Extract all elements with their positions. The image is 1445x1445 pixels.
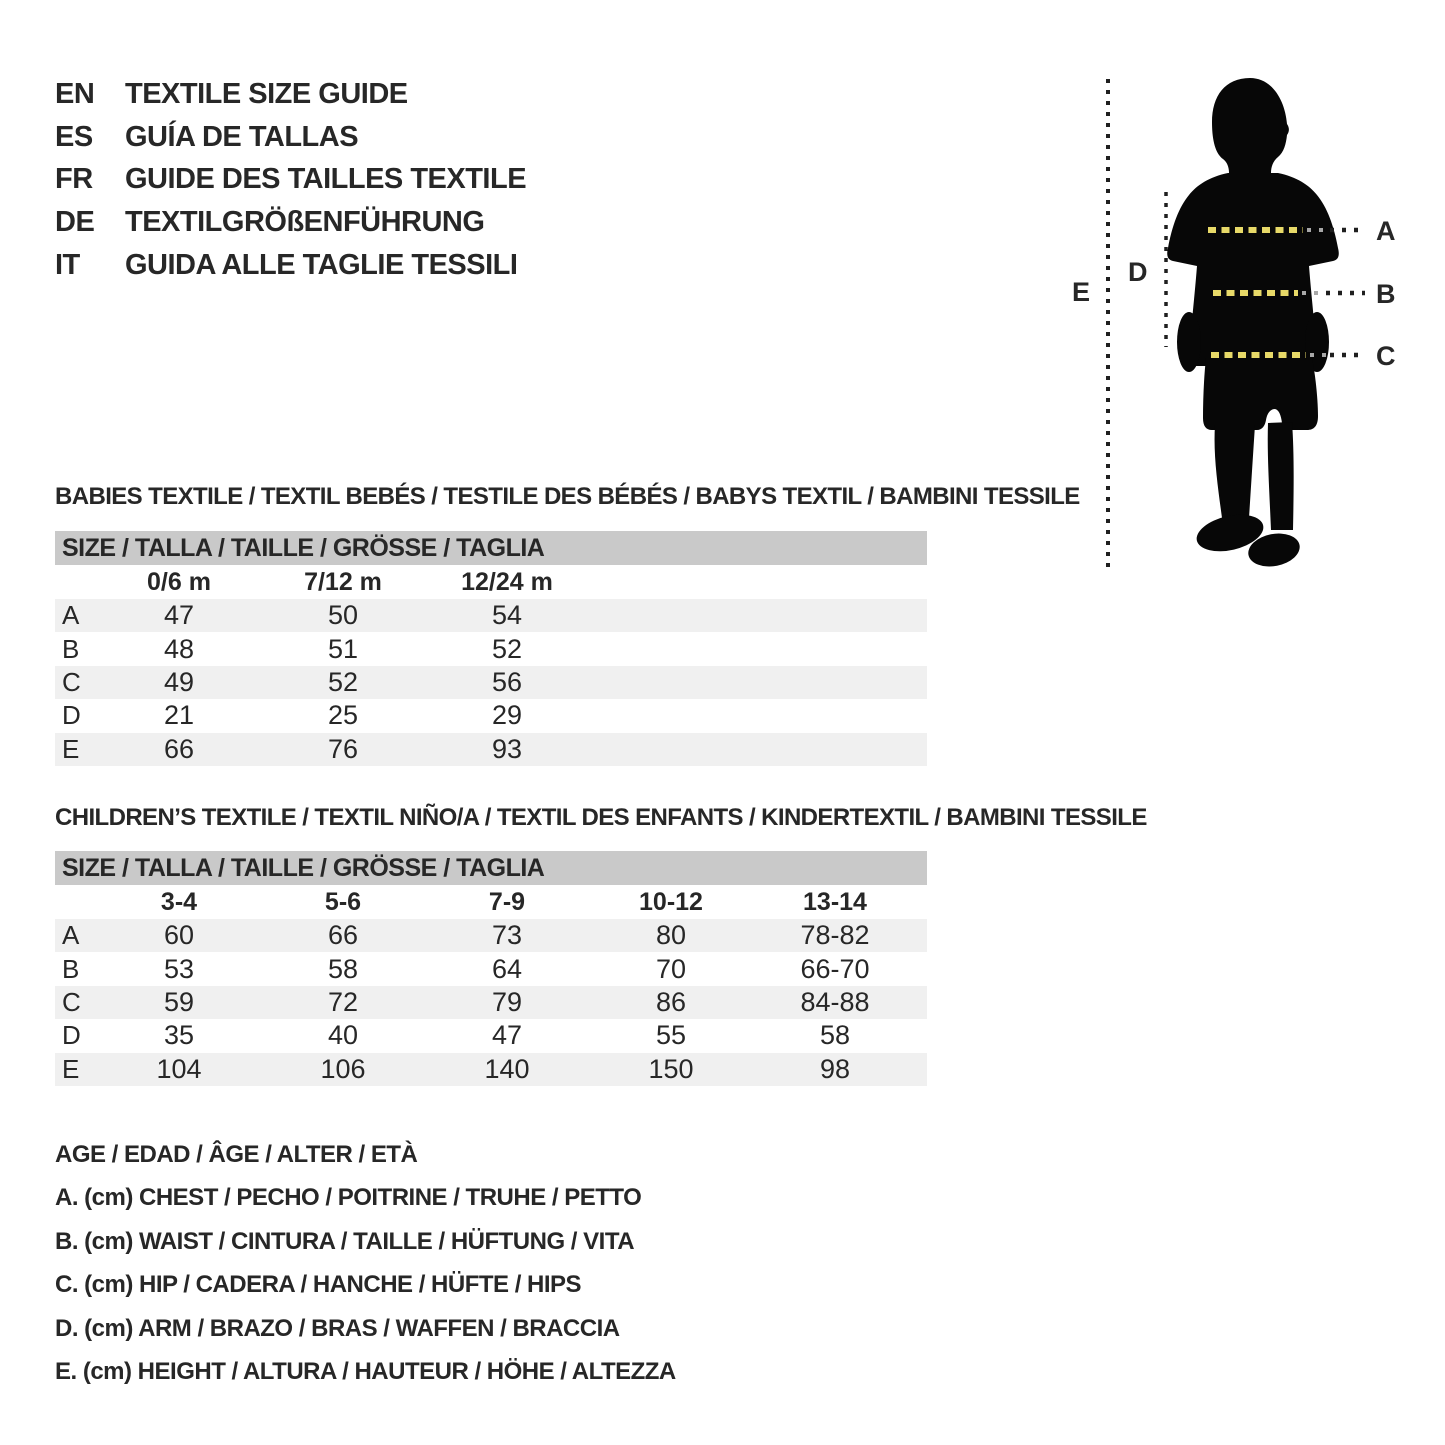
cell: 86 xyxy=(655,986,687,1017)
label-waist-b: B xyxy=(1376,279,1396,309)
cell: 29 xyxy=(491,700,523,731)
legend-height: E. (cm) HEIGHT / ALTURA / HAUTEUR / HÖHE / ALTEZZA xyxy=(55,1358,676,1386)
lang-title: GUIDA ALLE TAGLIE TESSILI xyxy=(125,249,518,282)
row-label: A xyxy=(62,920,80,951)
child-silhouette xyxy=(1167,78,1339,571)
legend-arm: D. (cm) ARM / BRAZO / BRAS / WAFFEN / BRACCIA xyxy=(55,1314,620,1342)
row-label: A xyxy=(62,600,80,631)
row-label: B xyxy=(62,633,80,664)
row-label: D xyxy=(62,700,81,731)
cell: 53 xyxy=(163,953,195,984)
row-label: E xyxy=(62,1053,80,1084)
measurement-figure xyxy=(1060,60,1440,590)
cell: 72 xyxy=(327,986,359,1017)
cell: 35 xyxy=(163,1020,195,1051)
table-row xyxy=(55,1019,927,1052)
silhouette-right-leg xyxy=(1268,422,1294,530)
column-header: 12/24 m xyxy=(461,567,553,596)
row-label: C xyxy=(62,986,81,1017)
silhouette-left-hand xyxy=(1177,312,1201,372)
table-row xyxy=(55,1053,927,1086)
cell: 66-70 xyxy=(800,953,870,984)
babies-size-table xyxy=(55,531,927,766)
cell: 78-82 xyxy=(800,920,870,951)
label-chest-a: A xyxy=(1376,216,1396,246)
cell: 66 xyxy=(163,733,195,764)
cell: 50 xyxy=(327,600,359,631)
cell: 58 xyxy=(327,953,359,984)
table-row xyxy=(55,952,927,985)
cell: 93 xyxy=(491,733,523,764)
cell: 49 xyxy=(163,666,195,697)
lang-line-en xyxy=(55,73,526,116)
cell: 150 xyxy=(648,1053,694,1084)
babies-section-title: BABIES TEXTILE / TEXTIL BEBÉS / TESTILE DES BÉBÉS / BABYS TEXTIL / BAMBINI TESSILE xyxy=(55,483,1080,510)
legend-waist: B. (cm) WAIST / CINTURA / TAILLE / HÜFTUNG / VITA xyxy=(55,1227,635,1255)
cell: 60 xyxy=(163,920,195,951)
row-label: E xyxy=(62,733,80,764)
cell: 140 xyxy=(484,1053,530,1084)
babies-columns-row xyxy=(55,565,927,599)
lang-title: GUIDE DES TAILLES TEXTILE xyxy=(125,163,527,196)
lang-line-es xyxy=(55,116,526,159)
cell: 84-88 xyxy=(800,986,870,1017)
lang-line-it xyxy=(55,244,526,287)
label-hip-c: C xyxy=(1376,341,1396,371)
table-row xyxy=(55,919,927,952)
cell: 52 xyxy=(491,633,523,664)
table-row xyxy=(55,632,927,665)
children-columns-row xyxy=(55,885,927,919)
cell: 25 xyxy=(327,700,359,731)
language-title-block xyxy=(55,73,526,287)
table-row xyxy=(55,599,927,632)
column-header: 13-14 xyxy=(803,887,867,916)
lang-code: ES xyxy=(55,120,93,153)
row-label: D xyxy=(62,1020,81,1051)
measurement-legend xyxy=(55,1133,676,1394)
silhouette-shorts xyxy=(1203,358,1318,430)
lang-title: GUÍA DE TALLAS xyxy=(125,120,359,153)
column-header: 10-12 xyxy=(639,887,703,916)
lang-line-de xyxy=(55,201,526,244)
row-label: B xyxy=(62,953,80,984)
cell: 56 xyxy=(491,666,523,697)
cell: 66 xyxy=(327,920,359,951)
table-row xyxy=(55,666,927,699)
cell: 80 xyxy=(655,920,687,951)
lang-line-fr xyxy=(55,159,526,202)
cell: 54 xyxy=(491,600,523,631)
cell: 47 xyxy=(491,1020,523,1051)
cell: 106 xyxy=(320,1053,366,1084)
cell: 55 xyxy=(655,1020,687,1051)
cell: 48 xyxy=(163,633,195,664)
cell: 70 xyxy=(655,953,687,984)
babies-size-header-bar: SIZE / TALLA / TAILLE / GRÖSSE / TAGLIA xyxy=(55,531,927,565)
label-arm-d: D xyxy=(1128,257,1148,287)
cell: 73 xyxy=(491,920,523,951)
legend-chest: A. (cm) CHEST / PECHO / POITRINE / TRUHE / PETTO xyxy=(55,1184,642,1212)
cell: 47 xyxy=(163,600,195,631)
lang-title: TEXTILE SIZE GUIDE xyxy=(125,77,408,110)
lang-code: FR xyxy=(55,163,93,196)
column-header: 7-9 xyxy=(488,887,526,916)
cell: 64 xyxy=(491,953,523,984)
column-header: 5-6 xyxy=(324,887,362,916)
silhouette-left-leg xyxy=(1215,425,1255,518)
cell: 104 xyxy=(156,1053,202,1084)
lang-code: EN xyxy=(55,77,95,110)
lang-title: TEXTILGRÖßENFÜHRUNG xyxy=(125,206,485,239)
cell: 40 xyxy=(327,1020,359,1051)
cell: 52 xyxy=(327,666,359,697)
children-size-table xyxy=(55,851,927,1086)
lang-code: DE xyxy=(55,206,95,239)
row-label: C xyxy=(62,666,81,697)
cell: 51 xyxy=(327,633,359,664)
label-height-e: E xyxy=(1072,277,1091,307)
cell: 21 xyxy=(163,700,195,731)
column-header: 3-4 xyxy=(160,887,198,916)
column-header: 7/12 m xyxy=(304,567,382,596)
cell: 76 xyxy=(327,733,359,764)
table-row xyxy=(55,733,927,766)
children-size-header-bar: SIZE / TALLA / TAILLE / GRÖSSE / TAGLIA xyxy=(55,851,927,885)
cell: 59 xyxy=(163,986,195,1017)
cell: 98 xyxy=(819,1053,851,1084)
lang-code: IT xyxy=(55,249,80,282)
legend-age: AGE / EDAD / ÂGE / ALTER / ETÀ xyxy=(55,1140,418,1168)
children-section-title: CHILDREN’S TEXTILE / TEXTIL NIÑO/A / TEXTIL DES ENFANTS / KINDERTEXTIL / BAMBINI TESSILE xyxy=(55,804,1147,831)
column-header: 0/6 m xyxy=(147,567,211,596)
table-row xyxy=(55,986,927,1019)
legend-hip: C. (cm) HIP / CADERA / HANCHE / HÜFTE / HIPS xyxy=(55,1271,582,1299)
cell: 58 xyxy=(819,1020,851,1051)
table-row xyxy=(55,699,927,732)
cell: 79 xyxy=(491,986,523,1017)
